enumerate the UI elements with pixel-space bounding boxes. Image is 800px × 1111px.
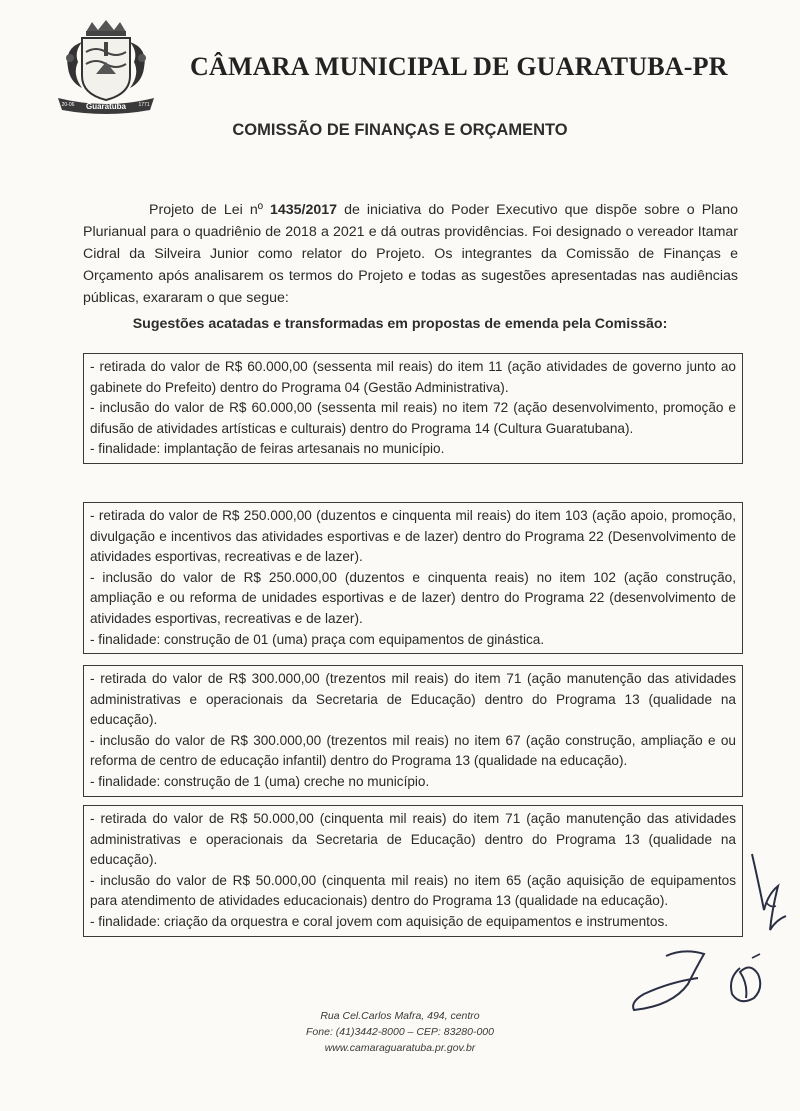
amendments-heading: Sugestões acatadas e transformadas em propostas de emenda pela Comissão: (132, 316, 668, 332)
intro-rest: de iniciativa do Poder Executivo que dispõe sobre o Plano Plurianual para o quadriênio de 2018 a 2021 e dá outras providências. Foi designado o vereador Itamar Cidral da Silveira Junior como relator do Projeto. Os integrantes da Comissão de Finanças e Orçamento após analisarem os termos do Projeto e todas as sugestões apresentadas nas audiências públicas, exararam o que segue: (83, 202, 738, 306)
amendment-box-3 (83, 665, 743, 797)
bill-number: 1435/2017 (269, 202, 338, 218)
amendment-inclusion: - inclusão do valor de R$ 60.000,00 (sessenta mil reais) no item 72 (ação desenvolvimento, promoção e difusão de atividades artísticas e culturais) dentro do Programa 14 (Cultura Guaratubana). (90, 400, 736, 436)
amendment-purpose: - finalidade: construção de 01 (uma) praça com equipamentos de ginástica. (90, 631, 545, 647)
footer-phone: Fone: (41)3442-8000 – CEP: 83280-000 (306, 1026, 494, 1038)
coat-of-arms-logo (52, 18, 160, 114)
amendment-box-2 (83, 502, 743, 654)
logo-ribbon-text: Guaratuba (85, 102, 127, 111)
handwritten-signature (600, 850, 800, 1030)
amendment-purpose: - finalidade: construção de 1 (uma) creche no município. (90, 773, 430, 789)
amendment-purpose: - finalidade: criação da orquestra e coral jovem com aquisição de equipamentos e instrumentos. (90, 913, 669, 929)
amendment-box-1 (83, 353, 743, 464)
amendment-removal: - retirada do valor de R$ 250.000,00 (duzentos e cinquenta mil reais) do item 103 (ação apoio, promoção, divulgação e incentivos das atividades esportivas e de lazer) dentro do Programa 22 (Desenvolvimento de atividades esportivas, recreativas e de lazer). (90, 508, 736, 565)
amendment-removal: - retirada do valor de R$ 300.000,00 (trezentos mil reais) do item 71 (ação manutenção das atividades administrativas e operacionais da Secretaria de Educação) dentro do Programa 13 (qualidade na educação). (90, 671, 736, 728)
footer-website: www.camaraguaratuba.pr.gov.br (324, 1042, 476, 1054)
logo-right-date: 1771 (138, 102, 150, 108)
amendment-removal: - retirada do valor de R$ 50.000,00 (cinquenta mil reais) do item 71 (ação manutenção das atividades administrativas e operacionais da Secretaria de Educação) dentro do Programa 13 (qualidade na educação). (90, 811, 736, 868)
footer-address: Rua Cel.Carlos Mafra, 494, centro (320, 1010, 480, 1022)
committee-name: COMISSÃO DE FINANÇAS E ORÇAMENTO (232, 121, 568, 139)
logo-left-date: 20-06 (61, 102, 75, 108)
intro-paragraph (83, 199, 738, 309)
document-title: CÂMARA MUNICIPAL DE GUARATUBA-PR (190, 52, 728, 81)
footer-contact (0, 1008, 800, 1056)
amendment-inclusion: - inclusão do valor de R$ 50.000,00 (cinquenta mil reais) no item 65 (ação aquisição de equipamentos para atendimento de atividades educacionais) dentro do Programa 13 (qualidade na educação). (90, 872, 736, 909)
intro-lead: Projeto de Lei nº (149, 202, 270, 218)
amendment-removal: - retirada do valor de R$ 60.000,00 (sessenta mil reais) do item 11 (ação atividades de governo junto ao gabinete do Prefeito) dentro do Programa 04 (Gestão Administrativa). (90, 359, 736, 395)
amendment-purpose: - finalidade: implantação de feiras artesanais no município. (90, 441, 445, 457)
amendment-inclusion: - inclusão do valor de R$ 300.000,00 (trezentos mil reais) no item 67 (ação construção, ampliação e ou reforma de centro de educação infantil) dentro do Programa 13 (qualidade na educação). (90, 732, 736, 769)
amendment-inclusion: - inclusão do valor de R$ 250.000,00 (duzentos e cinquenta reais) no item 102 (ação construção, ampliação e ou reforma de unidades esportivas e de lazer) dentro do Programa 22 (desenvolvimento de atividades esportivas, recreativas e de lazer). (90, 569, 736, 626)
